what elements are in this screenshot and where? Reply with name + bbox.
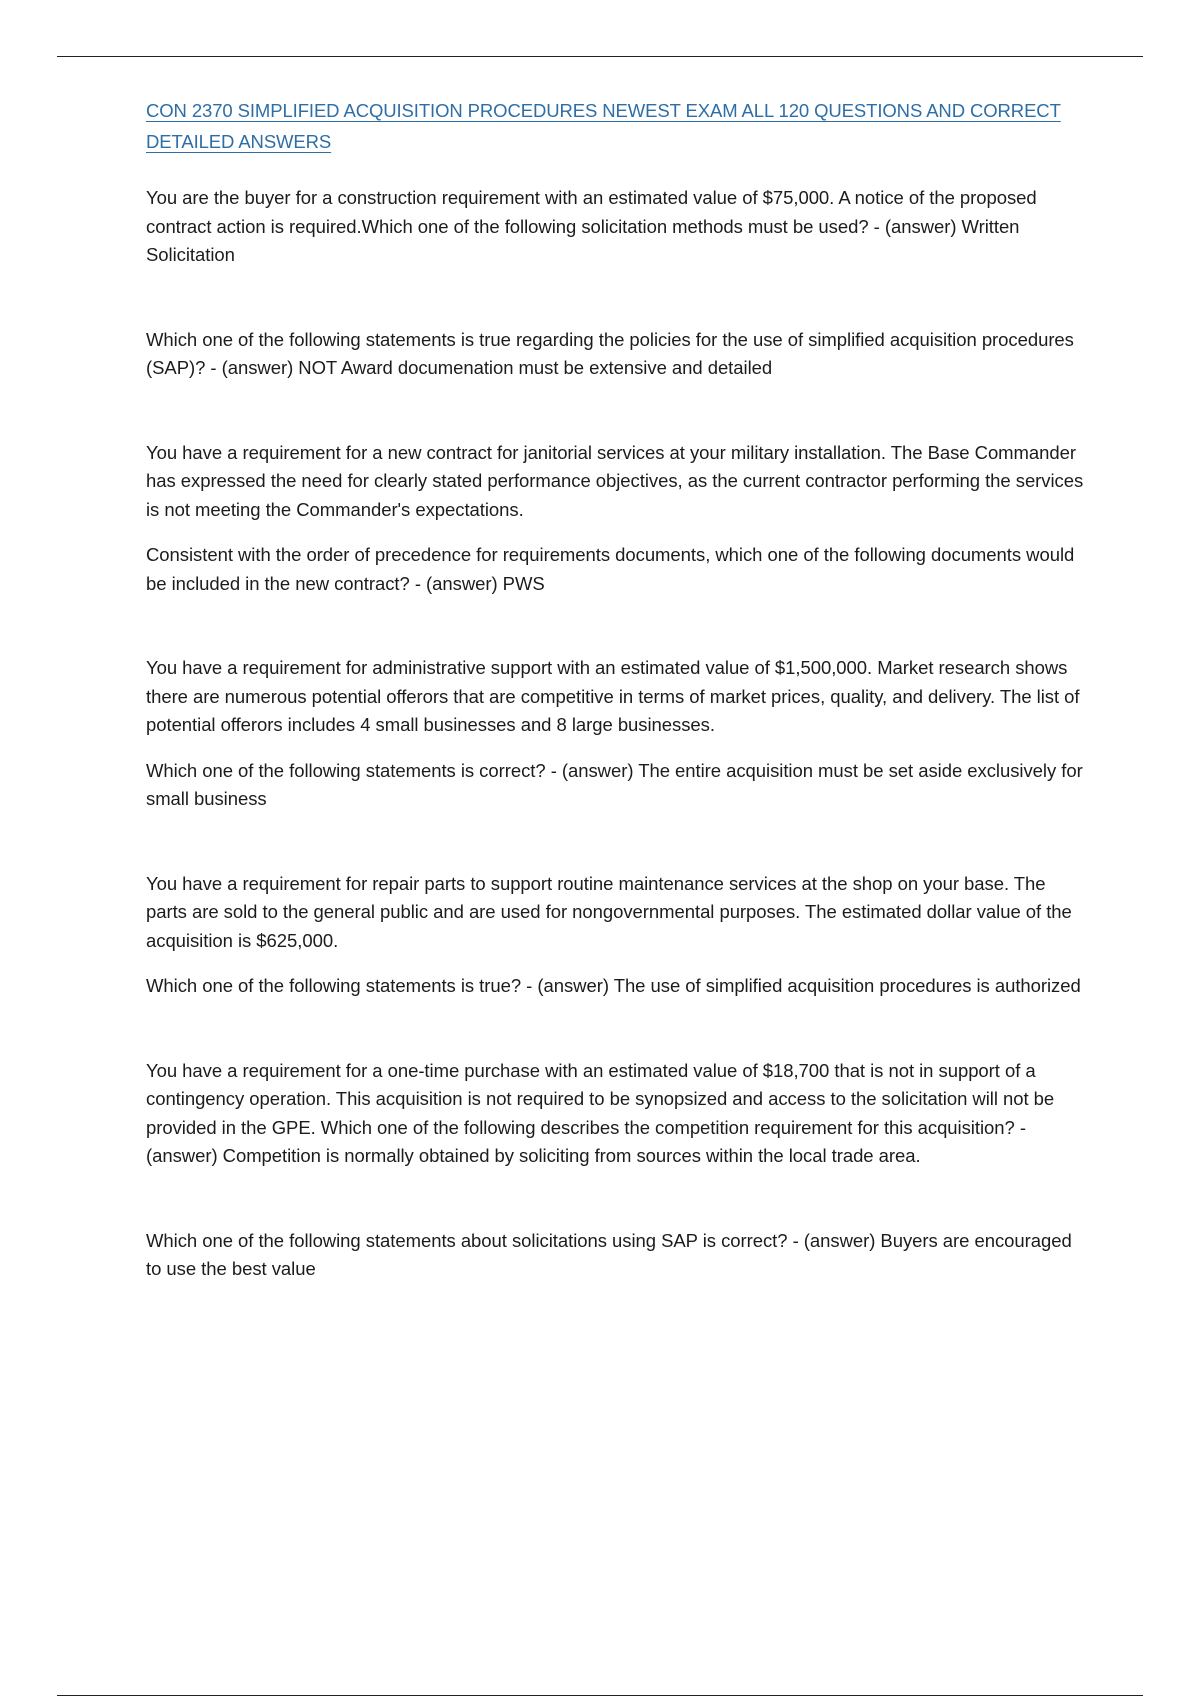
spacer	[146, 740, 1090, 757]
qa-item-6	[146, 1057, 1090, 1171]
qa-item-7	[146, 1227, 1090, 1284]
spacer	[146, 383, 1090, 439]
qa-5-paragraph-2: Which one of the following statements is true? - (answer) The use of simplified acquisition procedures is authorized	[146, 975, 1081, 996]
spacer	[146, 814, 1090, 870]
document-title-link[interactable]: CON 2370 SIMPLIFIED ACQUISITION PROCEDURES NEWEST EXAM ALL 120 QUESTIONS AND CORRECT DETAILED ANSWERS	[146, 100, 1061, 152]
qa-item-4	[146, 654, 1090, 814]
qa-item-2	[146, 326, 1090, 383]
qa-2-paragraph-1: Which one of the following statements is true regarding the policies for the use of simplified acquisition procedures (SAP)? - (answer) NOT Award documenation must be extensive and detailed	[146, 328, 1074, 378]
qa-1-paragraph-1: You are the buyer for a construction requirement with an estimated value of $75,000. A notice of the proposed contract action is required.Which one of the following solicitation methods must be used? - (answer) Written Solicitation	[146, 187, 1037, 265]
qa-4-paragraph-1: You have a requirement for administrative support with an estimated value of $1,500,000. Market research shows there are numerous potential offerors that are competitive in terms of market prices, quality, and delivery. The list of potential offerors includes 4 small businesses and 8 large businesses.	[146, 657, 1080, 735]
spacer	[146, 598, 1090, 654]
qa-item-3	[146, 439, 1090, 599]
qa-item-1	[146, 184, 1090, 270]
document-body	[146, 96, 1090, 1284]
top-rule	[57, 56, 1143, 57]
qa-5-paragraph-1: You have a requirement for repair parts to support routine maintenance services at the shop on your base. The parts are sold to the general public and are used for nongovernmental purposes. The estimated dollar value of the acquisition is $625,000.	[146, 872, 1072, 951]
qa-item-5	[146, 870, 1090, 1001]
qa-7-paragraph-1: Which one of the following statements about solicitations using SAP is correct? - (answer) Buyers are encouraged to use the best value	[146, 1229, 1072, 1279]
spacer	[146, 270, 1090, 326]
spacer	[146, 1001, 1090, 1057]
qa-6-paragraph-1: You have a requirement for a one-time purchase with an estimated value of $18,700 that is not in support of a contingency operation. This acquisition is not required to be synopsized and access to the solicitation will not be provided in the GPE. Which one of the following describes the competition requirement for this acquisition? - (answer) Competition is normally obtained by soliciting from sources within the local trade area.	[146, 1059, 1055, 1166]
bottom-rule	[57, 1695, 1143, 1696]
qa-4-paragraph-2: Which one of the following statements is correct? - (answer) The entire acquisition must be set aside exclusively for small business	[146, 759, 1083, 809]
qa-3-paragraph-1: You have a requirement for a new contract for janitorial services at your military installation. The Base Commander has expressed the need for clearly stated performance objectives, as the current contractor performing the services is not meeting the Commander's expectations.	[146, 441, 1084, 520]
qa-3-paragraph-2: Consistent with the order of precedence for requirements documents, which one of the following documents would be included in the new contract? - (answer) PWS	[146, 544, 1075, 594]
spacer	[146, 955, 1090, 972]
spacer	[146, 1171, 1090, 1227]
spacer	[146, 524, 1090, 541]
title-block	[146, 96, 1076, 158]
